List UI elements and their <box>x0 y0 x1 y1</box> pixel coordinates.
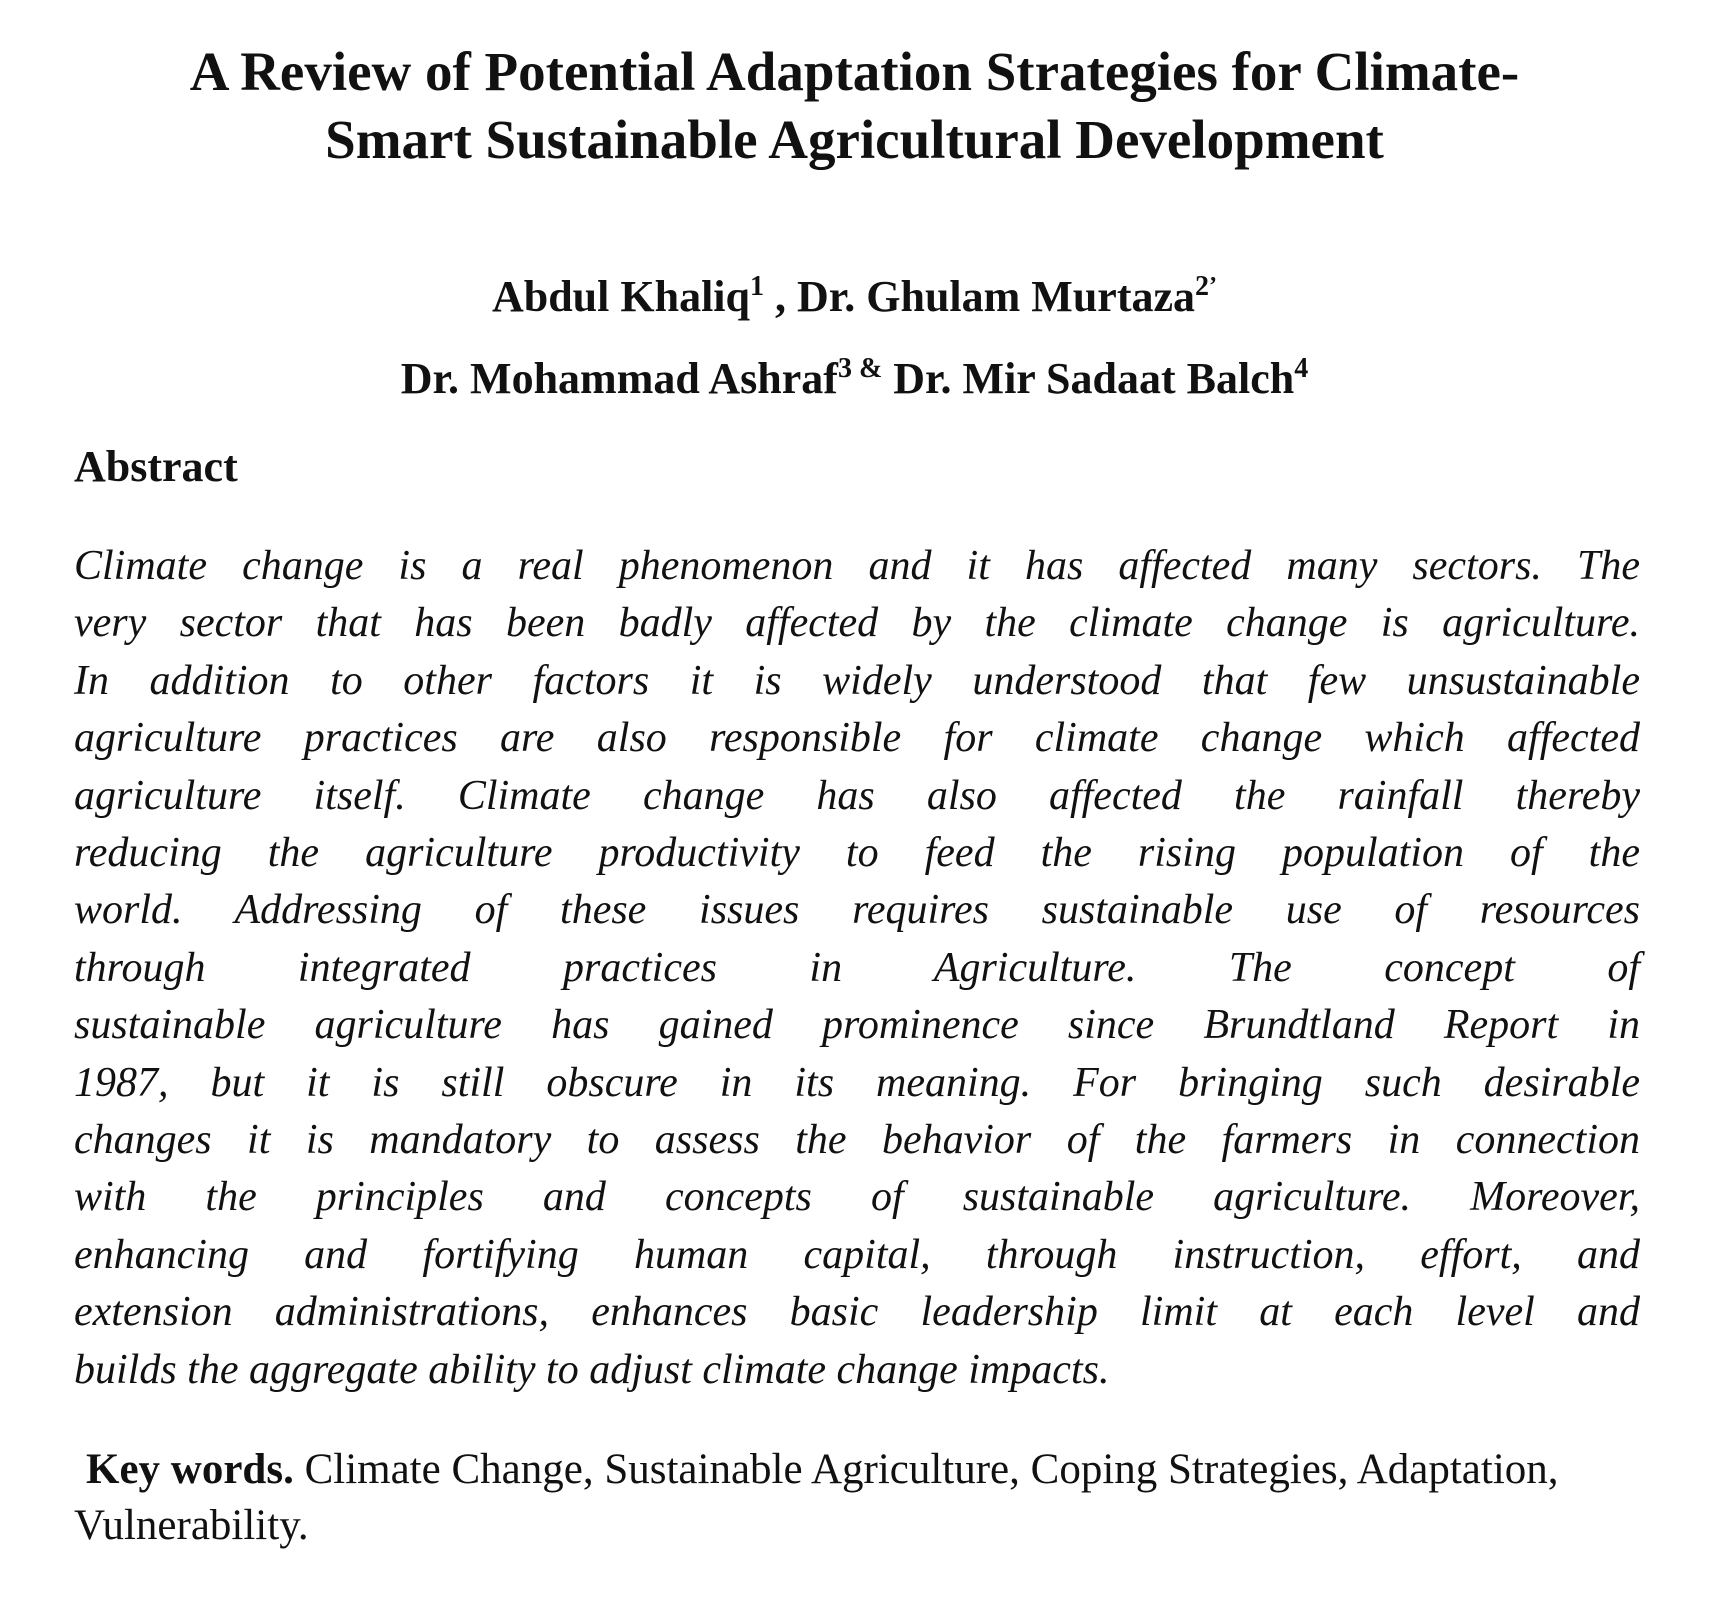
abstract-line: world. Addressing of these issues requires sustainable use of resources <box>74 887 1640 934</box>
abstract-line: sustainable agriculture has gained prominence since Brundtland Report in <box>74 1002 1640 1049</box>
abstract-line: with the principles and concepts of sustainable agriculture. Moreover, <box>74 1174 1640 1221</box>
abstract-line: changes it is mandatory to assess the behavior of the farmers in connection <box>74 1117 1640 1164</box>
author-name: Abdul Khaliq <box>491 272 750 321</box>
author-affiliation-marker: 1 <box>750 271 764 302</box>
author-line-1 <box>0 270 1709 324</box>
abstract-line: extension administrations, enhances basic leadership limit at each level and <box>74 1289 1640 1336</box>
abstract-body <box>74 538 1640 1399</box>
abstract-line: agriculture itself. Climate change has also affected the rainfall thereby <box>74 772 1640 819</box>
keywords-paragraph <box>74 1442 1640 1554</box>
abstract-line: In addition to other factors it is widely understood that few unsustainable <box>74 657 1640 704</box>
abstract-line: builds the aggregate ability to adjust climate change impacts. <box>74 1346 1110 1393</box>
author-affiliation-marker: 2 <box>1195 271 1210 302</box>
author-name: Dr. Mohammad Ashraf <box>400 354 838 403</box>
author-ampersand: & <box>858 353 883 384</box>
abstract-line: reducing the agriculture productivity to feed the rising population of the <box>74 830 1640 877</box>
author-affiliation-marker: 3 <box>837 353 852 384</box>
abstract-line: very sector that has been badly affected by the climate change is agriculture. <box>74 600 1640 647</box>
author-separator-mark: ʼ <box>1209 273 1218 299</box>
paper-title-line-1: A Review of Potential Adaptation Strategies for Climate- <box>189 41 1520 102</box>
abstract-line: agriculture practices are also responsible for climate change which affected <box>74 715 1640 762</box>
author-separator: , <box>775 272 786 321</box>
author-affiliation-marker: 4 <box>1294 353 1309 384</box>
paper-title-line-2: Smart Sustainable Agricultural Development <box>325 109 1384 170</box>
abstract-line: through integrated practices in Agriculture. The concept of <box>74 944 1640 991</box>
author-line-2 <box>0 352 1709 406</box>
abstract-heading: Abstract <box>74 442 238 491</box>
abstract-line: 1987, but it is still obscure in its meaning. For bringing such desirable <box>74 1059 1640 1106</box>
abstract-line: Climate change is a real phenomenon and it has affected many sectors. The <box>74 543 1640 589</box>
keywords-label: Key words. <box>86 1446 294 1493</box>
keywords-text: Climate Change, Sustainable Agriculture, Coping Strategies, Adaptation, Vulnerability. <box>74 1446 1559 1549</box>
author-name: Dr. Mir Sadaat Balch <box>893 354 1295 403</box>
author-name: Dr. Ghulam Murtaza <box>797 272 1196 321</box>
paper-title <box>0 38 1709 174</box>
abstract-line: enhancing and fortifying human capital, through instruction, effort, and <box>74 1231 1640 1278</box>
